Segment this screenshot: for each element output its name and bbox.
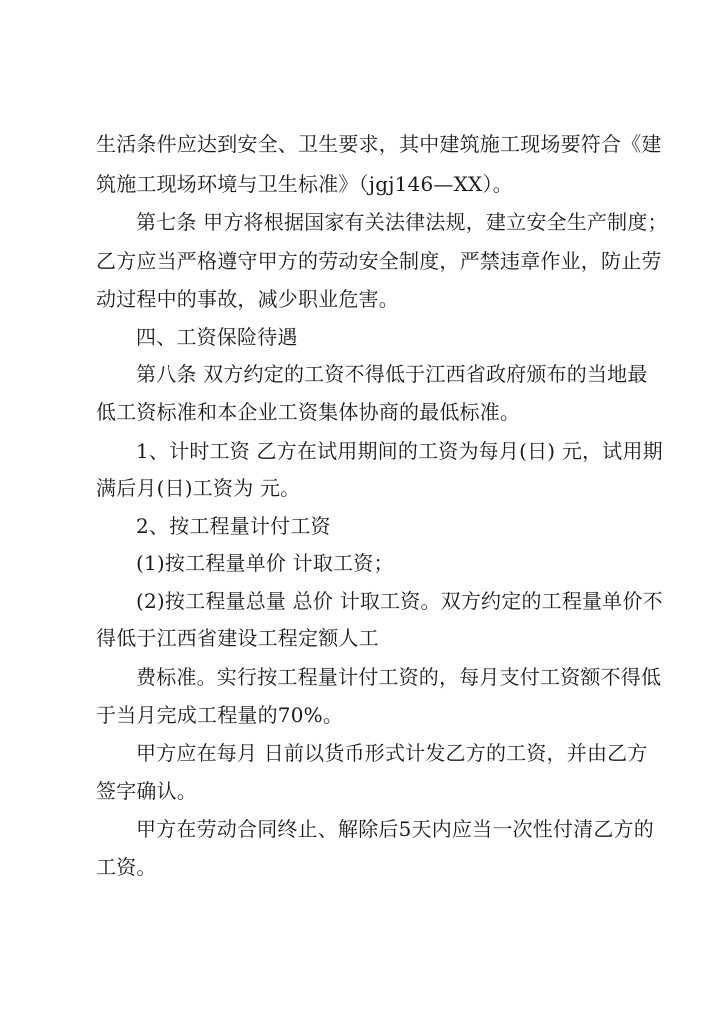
text-line: 满后月(日)工资为 元。 — [96, 476, 301, 500]
article-7-heading: 第七条 甲方将根据国家有关法律法规，建立安全生产制度； — [136, 210, 668, 234]
text-line: 于当月完成工程量的70%。 — [96, 703, 344, 727]
section-4-heading: 四、工资保险待遇 — [136, 325, 298, 349]
text-line: 工资。 — [96, 855, 157, 879]
termination-paragraph: 甲方在劳动合同终止、解除后5天内应当一次性付清乙方的 — [136, 817, 654, 841]
text-line: 筑施工现场环境与卫生标准》（jgj146—XX）。 — [96, 172, 513, 196]
text-line: 得低于江西省建设工程定额人工 — [96, 626, 379, 650]
text-line: 生活条件应达到安全、卫生要求，其中建筑施工现场要符合《建 — [96, 132, 662, 156]
item-1-text: 1、计时工资 乙方在试用期间的工资为每月(日) 元，试用期 — [136, 439, 663, 463]
sub-item-1-text: (1)按工程量单价 计取工资； — [136, 551, 394, 575]
text-line: 乙方应当严格遵守甲方的劳动安全制度，严禁违章作业，防止劳 — [96, 249, 662, 273]
text-line: 签字确认。 — [96, 779, 197, 803]
text-line: 费标准。实行按工程量计付工资的，每月支付工资额不得低 — [136, 665, 662, 689]
sub-item-2-text: (2)按工程量总量 总价 计取工资。双方约定的工程量单价不 — [136, 589, 663, 613]
text-line: 低工资标准和本企业工资集体协商的最低标准。 — [96, 400, 521, 424]
item-2-heading: 2、按工程量计付工资 — [136, 514, 331, 538]
payment-paragraph: 甲方应在每月 日前以货币形式计发乙方的工资，并由乙方 — [136, 741, 648, 765]
text-line: 动过程中的事故，减少职业危害。 — [96, 287, 399, 311]
article-8-heading: 第八条 双方约定的工资不得低于江西省政府颁布的当地最 — [136, 362, 648, 386]
